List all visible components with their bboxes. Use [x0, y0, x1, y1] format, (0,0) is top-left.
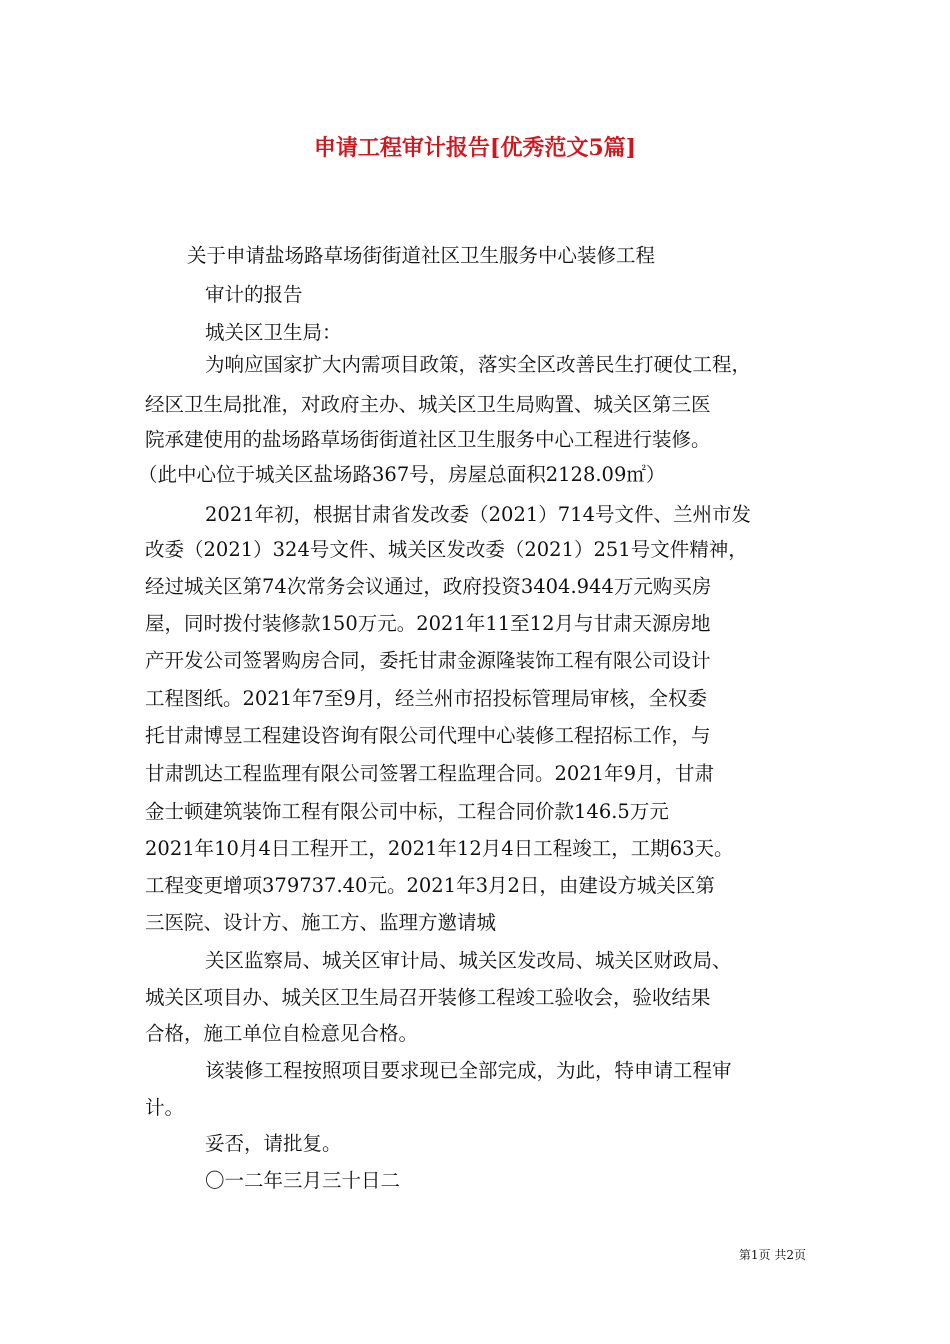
paragraph-line: 2021年10月4日工程开工，2021年12月4日工程竣工，工期63天。	[145, 837, 734, 860]
paragraph-line: 工程图纸。2021年7至9月，经兰州市招投标管理局审核，全权委	[145, 687, 707, 710]
heading-line-1: 关于申请盐场路草场街街道社区卫生服务中心装修工程	[187, 244, 656, 267]
paragraph-line: 产开发公司签署购房合同，委托甘肃金源隆装饰工程有限公司设计	[145, 649, 711, 672]
paragraph-line: 工程变更增项379737.40元。2021年3月2日，由建设方城关区第	[145, 874, 715, 897]
paragraph-line: 合格，施工单位自检意见合格。	[145, 1022, 419, 1045]
paragraph-line: 屋，同时拨付装修款150万元。2021年11至12月与甘肃天源房地	[145, 612, 711, 635]
paragraph-line: 2021年初，根据甘肃省发改委（2021）714号文件、兰州市发	[205, 503, 751, 526]
closing-line: 妥否，请批复。	[205, 1132, 342, 1155]
paragraph-line: 城关区项目办、城关区卫生局召开装修工程竣工验收会，验收结果	[145, 986, 711, 1009]
paragraph-line: 托甘肃博昱工程建设咨询有限公司代理中心装修工程招标工作，与	[145, 724, 711, 747]
paragraph-line: 改委（2021）324号文件、城关区发改委（2021）251号文件精神，	[145, 538, 748, 561]
paragraph-line: 三医院、设计方、施工方、监理方邀请城	[145, 911, 497, 934]
paragraph-line: 金士顿建筑装饰工程有限公司中标，工程合同价款146.5万元	[145, 800, 669, 823]
paragraph-line: 院承建使用的盐场路草场街街道社区卫生服务中心工程进行装修。	[145, 428, 711, 451]
date-line: 〇一二年三月三十日二	[205, 1169, 401, 1192]
paragraph-line: 该装修工程按照项目要求现已全部完成，为此，特申请工程审	[205, 1059, 732, 1082]
paragraph-line: 甘肃凯达工程监理有限公司签署工程监理合同。2021年9月，甘肃	[145, 762, 715, 785]
page-number: 第1页 共2页	[738, 1248, 806, 1262]
page-title: 申请工程审计报告[优秀范文5篇]	[313, 135, 637, 161]
heading-line-2: 审计的报告	[205, 283, 303, 306]
paragraph-line: （此中心位于城关区盐场路367号，房屋总面积2128.09㎡）	[138, 463, 666, 486]
paragraph-line: 计。	[145, 1096, 185, 1119]
paragraph-line: 经过城关区第74次常务会议通过，政府投资3404.944万元购买房	[145, 575, 712, 598]
recipient-line: 城关区卫生局：	[205, 321, 342, 344]
paragraph-line: 为响应国家扩大内需项目政策，落实全区改善民生打硬仗工程，	[205, 353, 752, 376]
paragraph-line: 经区卫生局批准，对政府主办、城关区卫生局购置、城关区第三医	[145, 393, 711, 416]
paragraph-line: 关区监察局、城关区审计局、城关区发改局、城关区财政局、	[205, 949, 732, 972]
